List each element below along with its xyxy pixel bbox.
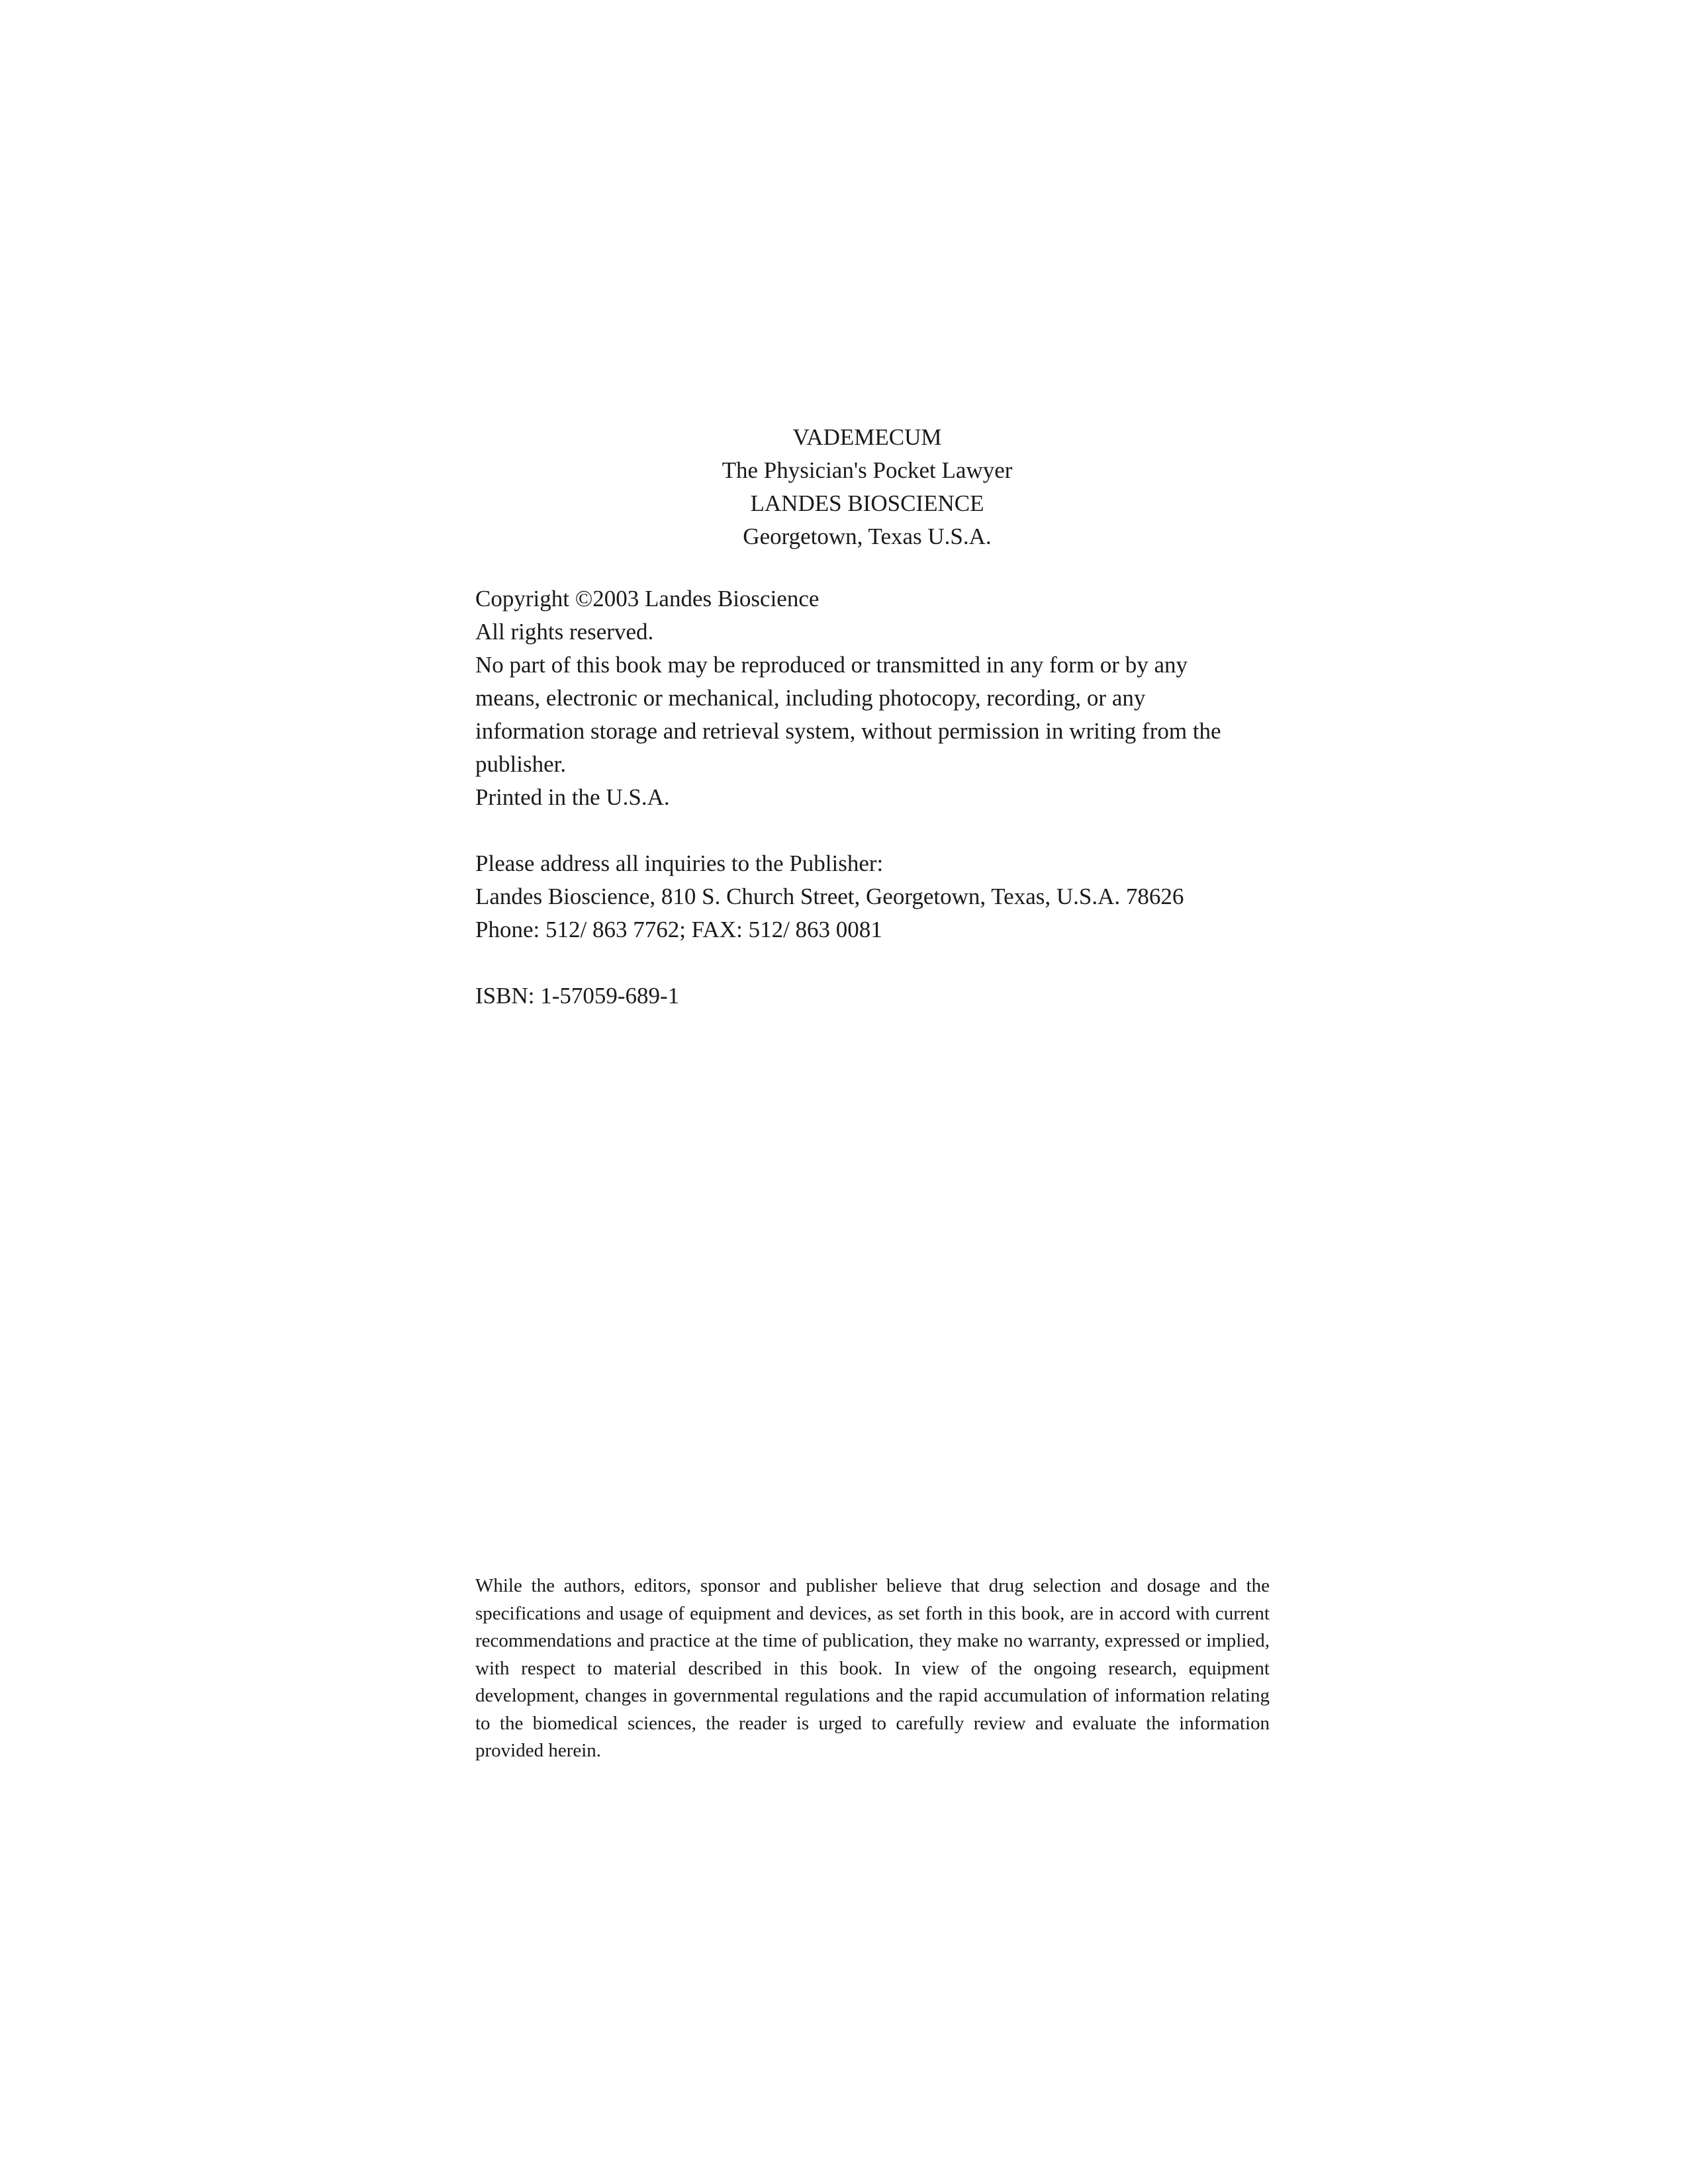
phone-fax: Phone: 512/ 863 7762; FAX: 512/ 863 0081 (475, 917, 882, 942)
series-name: VADEMECUM (792, 424, 942, 450)
reproduction-line-3: information storage and retrieval system, without permission in writing from the (475, 718, 1221, 744)
reproduction-line-2: means, electronic or mechanical, including photocopy, recording, or any (475, 685, 1146, 711)
copyright-notice: Copyright ©2003 Landes Bioscience (475, 586, 820, 612)
reproduction-line-1: No part of this book may be reproduced or transmitted in any form or by any (475, 652, 1188, 678)
rights-statement: All rights reserved. (475, 619, 654, 645)
publisher-name: LANDES BIOSCIENCE (750, 490, 984, 516)
publisher-address: Landes Bioscience, 810 S. Church Street, Georgetown, Texas, U.S.A. 78626 (475, 884, 1184, 909)
disclaimer-paragraph: While the authors, editors, sponsor and publisher believe that drug selection and dosage and the specifications and usage of equipment and devices, as set forth in this book, are in accord with current recommendations and practice at the time of publication, they make no warranty, expressed or implied, with respect to material described in this book. In view of the ongoing research, equipment development, changes in governmental regulations and the rapid accumulation of information relating to the biomedical sciences, the reader is urged to carefully review and evaluate the information provided herein. (475, 1575, 1270, 1761)
reproduction-line-4: publisher. (475, 751, 567, 777)
printed-location: Printed in the U.S.A. (475, 784, 670, 810)
isbn: ISBN: 1-57059-689-1 (475, 983, 680, 1009)
inquiries-intro: Please address all inquiries to the Publisher: (475, 850, 884, 876)
copyright-block (475, 582, 1283, 1013)
spacer (475, 946, 1283, 979)
title-block (662, 421, 1072, 553)
book-title: The Physician's Pocket Lawyer (722, 457, 1013, 483)
spacer (475, 814, 1283, 847)
publisher-location: Georgetown, Texas U.S.A. (743, 523, 992, 549)
